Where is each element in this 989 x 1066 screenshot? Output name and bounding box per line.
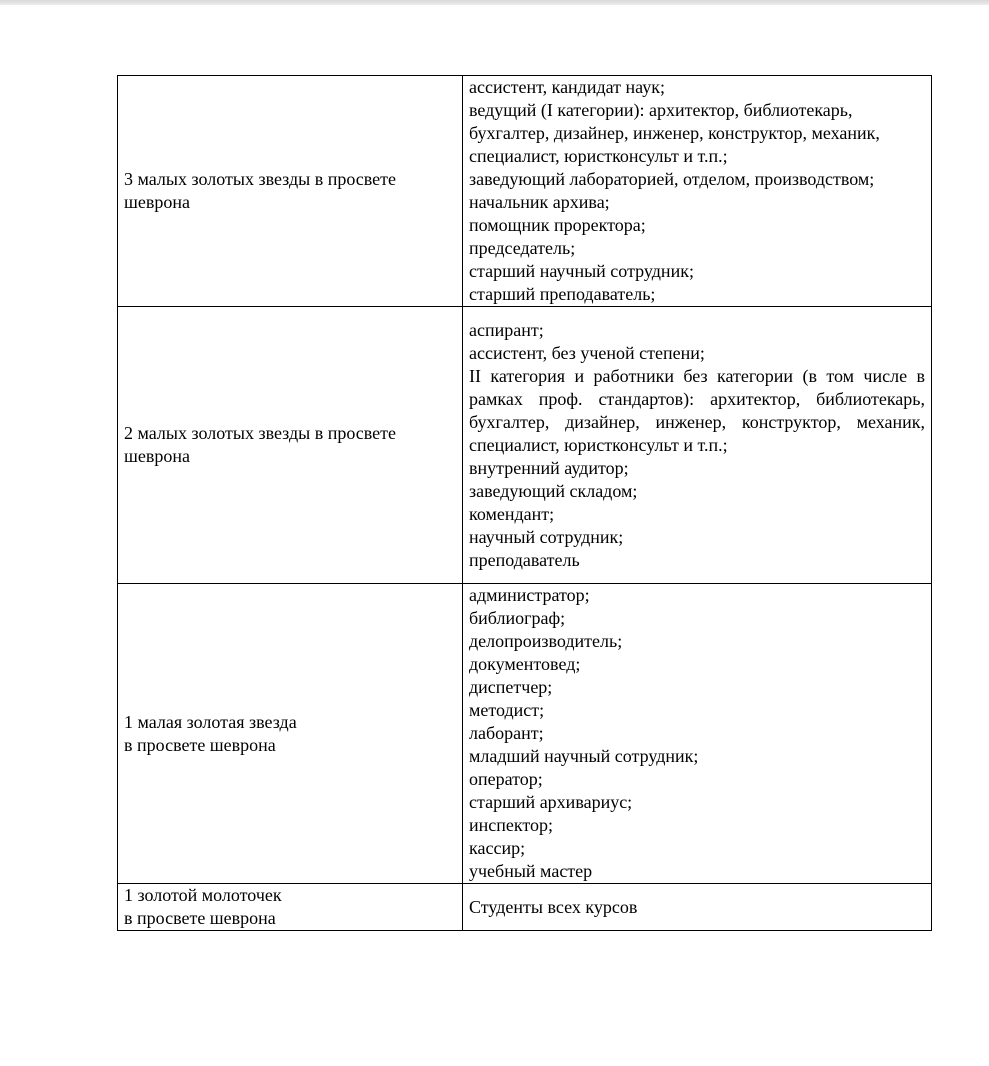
positions-cell [463,76,932,307]
position-line: библиограф; [469,608,566,628]
position-line: делопроизводитель; [469,631,623,651]
position-line: старший научный сотрудник; [469,261,694,281]
insignia-cell [118,307,463,584]
position-line: заведующий лабораторией, отделом, производством; [469,169,875,189]
insignia-cell [118,76,463,307]
position-line: учебный мастер [469,861,593,881]
insignia-cell [118,884,463,931]
position-line: заведующий складом; [469,480,638,501]
insignia-text: 1 золотой молоточек в просвете шеврона [124,885,282,928]
positions-cell [463,307,932,584]
table-row [118,884,932,931]
position-line: старший архивариус; [469,792,633,812]
positions-cell [463,584,932,884]
position-line: начальник архива; [469,192,610,212]
position-line: кассир; [469,838,526,858]
position-line: оператор; [469,769,543,789]
position-line: председатель; [469,238,576,258]
position-line: научный сотрудник; [469,526,624,547]
insignia-table [117,75,932,931]
insignia-text: 3 малых золотых звезды в просвете шеврона [124,169,397,212]
table-row [118,584,932,884]
position-line: старший преподаватель; [469,284,656,304]
position-line: комендант; [469,503,555,524]
table-row [118,76,932,307]
position-line: инспектор; [469,815,554,835]
position-line: документовед; [469,654,581,674]
position-line: диспетчер; [469,677,553,697]
position-line: лаборант; [469,723,544,743]
positions-cell [463,884,932,931]
position-line: помощник проректора; [469,215,646,235]
position-line: ведущий (I категории): архитектор, библиотекарь, бухгалтер, дизайнер, инженер, конструктор, механик, специалист, юристконсульт и т.п.; [469,100,880,166]
position-line: аспирант; [469,319,544,340]
position-line: младший научный сотрудник; [469,746,699,766]
position-line: Студенты всех курсов [469,896,638,917]
insignia-text: 1 малая золотая звезда в просвете шеврона [124,711,297,755]
viewer-top-bar [0,0,989,5]
position-line: внутренний аудитор; [469,457,629,478]
position-line: ассистент, кандидат наук; [469,77,665,97]
position-line: ассистент, без ученой степени; [469,342,705,363]
insignia-text: 2 малых золотых звезды в просвете шеврона [124,423,397,466]
insignia-cell [118,584,463,884]
table-row [118,307,932,584]
position-line: администратор; [469,585,590,605]
position-line: II категория и работники без категории (в том числе в рамках проф. стандартов): архитектор, библиотекарь, бухгалтер, дизайнер, инженер, конструктор, механик, специалист, юристконсульт и т.п.; [469,365,925,455]
position-line: методист; [469,700,545,720]
position-line: преподаватель [469,549,580,570]
